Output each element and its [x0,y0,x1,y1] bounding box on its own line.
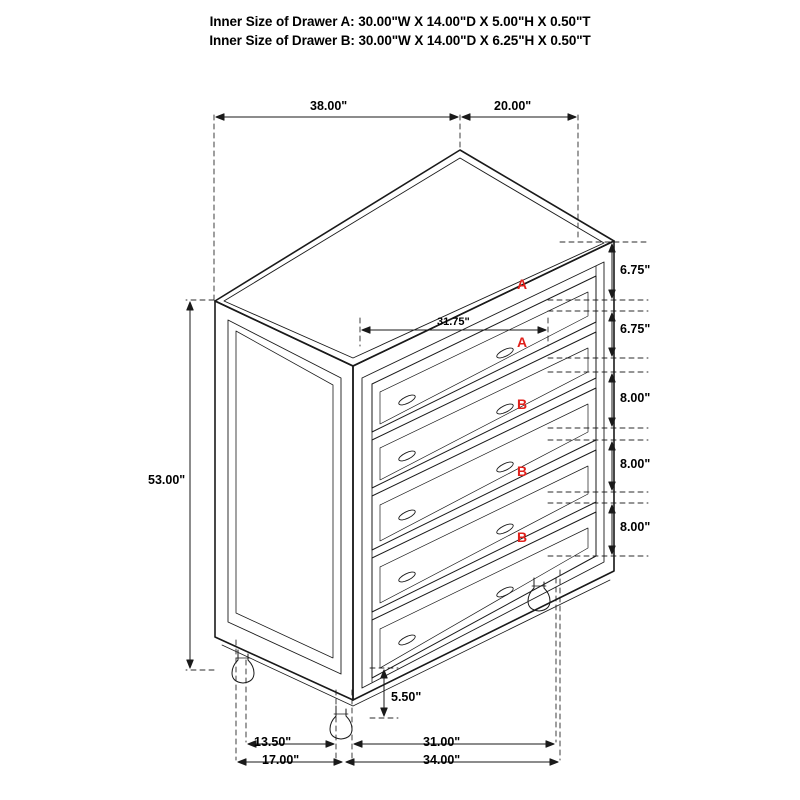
drawer-tag-3: B [517,396,528,412]
dim-bottom-side-inner: 13.50" [254,735,292,749]
drawer-tag-5: B [517,529,528,545]
dim-top-side-width: 20.00" [494,99,532,113]
spec-line-drawer-a: Inner Size of Drawer A: 30.00"W X 14.00"D X 5.00"H X 0.50"T [209,14,591,29]
dim-right-height-1: 6.75" [620,263,651,277]
dim-right-height-5: 8.00" [620,520,651,534]
dim-total-height: 53.00" [148,473,186,487]
dim-right-height-2: 6.75" [620,322,651,336]
dim-bottom-side-outer: 17.00" [262,753,300,767]
spec-line-drawer-b: Inner Size of Drawer B: 30.00"W X 14.00"D X 6.25"H X 0.50"T [209,33,591,48]
dim-interior-width: 31.75" [437,316,470,328]
drawer-tag-4: B [517,463,528,479]
dim-bottom-front-inner: 31.00" [423,735,461,749]
dim-bottom-front-outer: 34.00" [423,753,461,767]
dim-leg-height: 5.50" [391,690,422,704]
drawer-tag-2: A [517,334,528,350]
dim-top-front-width: 38.00" [310,99,348,113]
dim-right-height-3: 8.00" [620,391,651,405]
drawer-tag-1: A [517,276,528,292]
dim-right-height-4: 8.00" [620,457,651,471]
